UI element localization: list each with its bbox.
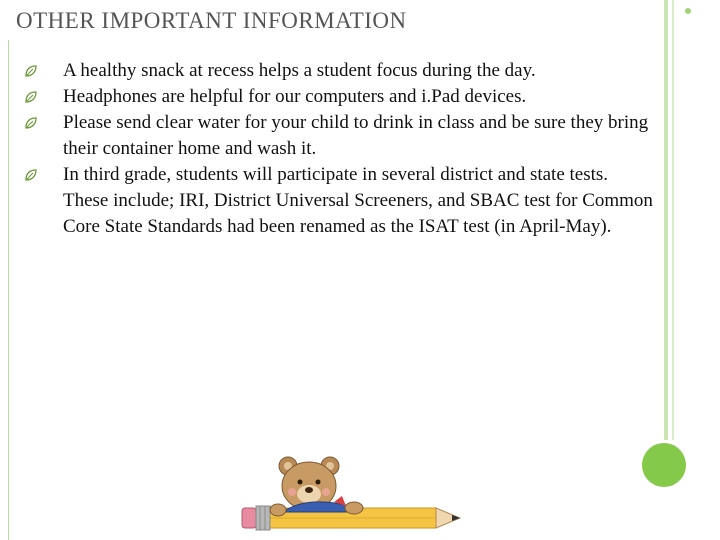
right-accent-bar (664, 0, 668, 440)
slide-title: OTHER IMPORTANT INFORMATION (16, 8, 407, 33)
leaf-bullet-icon (24, 116, 38, 130)
leaf-bullet-icon (24, 90, 38, 104)
bullet-text: Headphones are helpful for our computers and i.Pad devices. (63, 86, 527, 107)
teddy-bear-pencil-icon (238, 456, 474, 540)
bullet-item (24, 162, 654, 240)
bullet-item (24, 110, 654, 162)
left-accent-bar (8, 40, 9, 540)
bullet-text: A healthy snack at recess helps a student focus during the day. (63, 60, 536, 81)
right-accent-bar-thin (672, 0, 674, 440)
bullet-text: In third grade, students will participate in several district and state tests. These include; IRI, District Universal Screeners, and SBAC test for Common Core State Standards had been renamed as the ISAT test (in April-May). (63, 164, 653, 237)
bullet-item (24, 84, 654, 110)
leaf-bullet-icon (24, 64, 38, 78)
bullet-item (24, 58, 654, 84)
bullet-text: Please send clear water for your child to drink in class and be sure they bring their container home and wash it. (63, 112, 649, 159)
corner-dot (685, 8, 691, 14)
bullet-list (24, 58, 654, 240)
leaf-bullet-icon (24, 168, 38, 182)
green-circle-decoration (642, 443, 686, 487)
